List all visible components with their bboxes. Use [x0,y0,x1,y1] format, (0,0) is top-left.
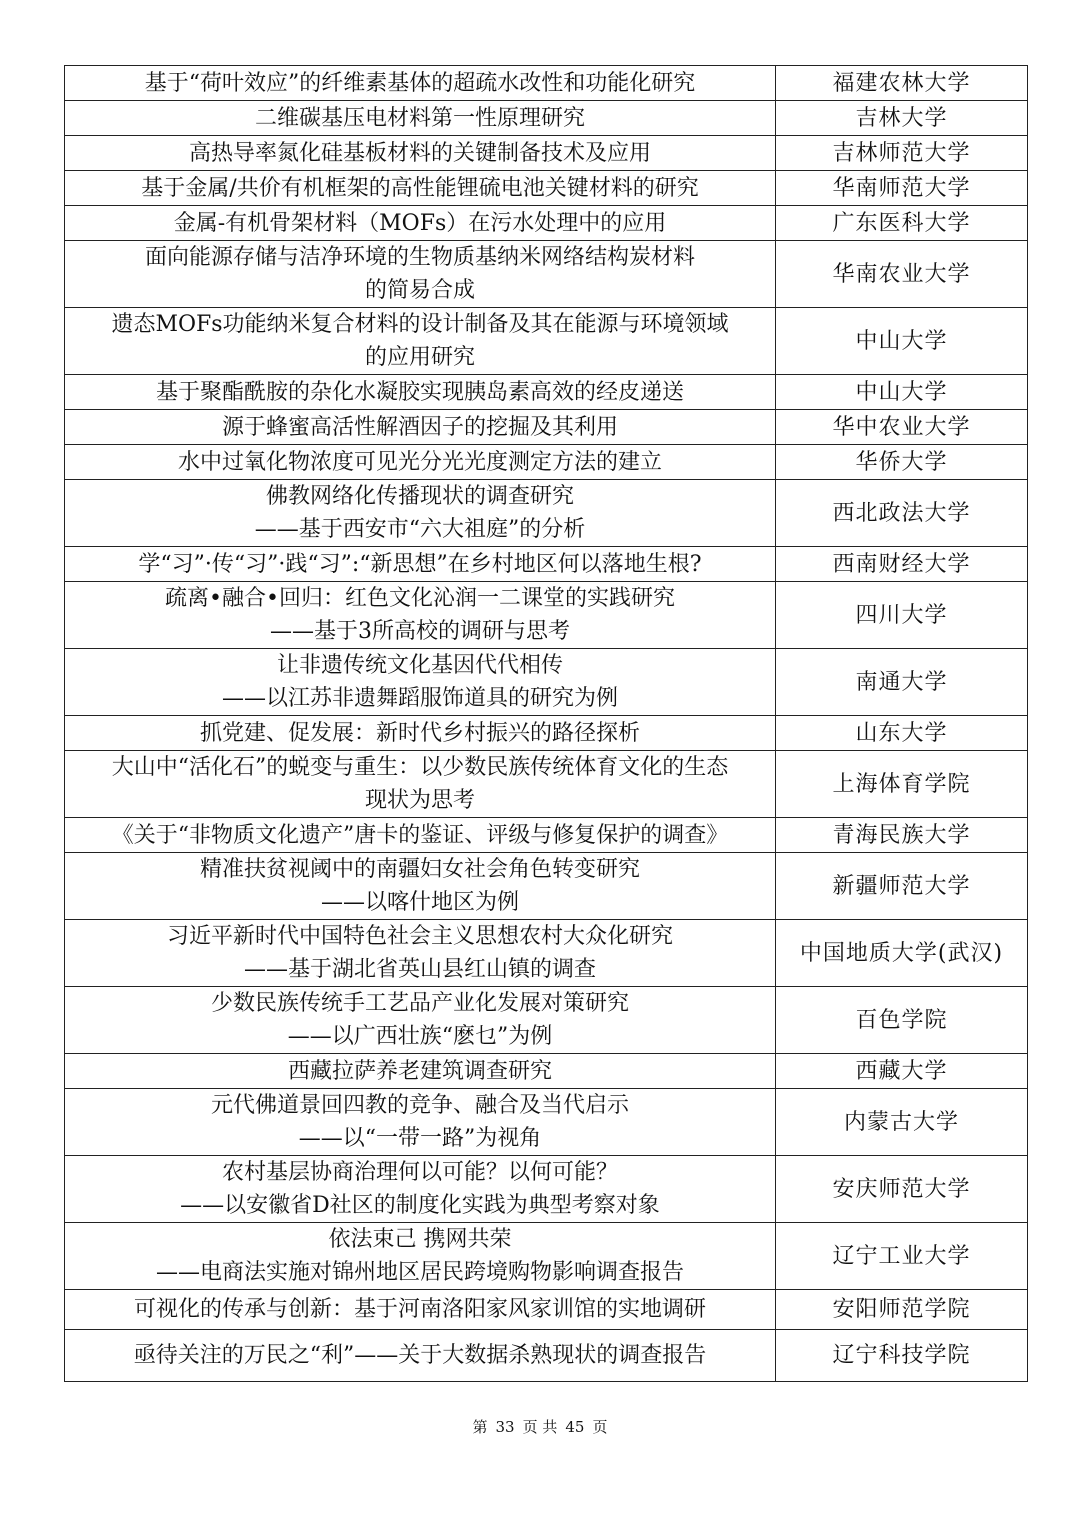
project-title-cell [65,375,776,410]
project-title-line: 二维碳基压电材料第一性原理研究 [254,105,585,131]
project-title-line: 水中过氧化物浓度可见光分光光度测定方法的建立 [177,449,662,475]
university-cell: 西北政法大学 [776,480,1028,547]
project-title-cell [65,66,776,101]
project-title-line: 大山中“活化石”的蜕变与重生：以少数民族传统体育文化的生态 [111,755,729,780]
project-title-cell [65,920,776,987]
table-row [65,171,1028,206]
project-title-cell [65,308,776,375]
footer-suffix: 页 [592,1418,608,1436]
project-title-line: 让非遗传统文化基因代代相传 [276,653,563,678]
project-title-cell [65,582,776,649]
table-row [65,445,1028,480]
table-row [65,410,1028,445]
project-title-cell [65,1089,776,1156]
university-cell: 南通大学 [776,649,1028,716]
project-title-line: 《关于“非物质文化遗产”唐卡的鉴证、评级与修复保护的调查》 [111,822,729,848]
project-title-line: 疏离•融合•回归：红色文化沁润一二课堂的实践研究 [165,586,675,611]
university-cell: 华侨大学 [776,445,1028,480]
project-title-line: 高热导率氮化硅基板材料的关键制备技术及应用 [188,140,651,166]
project-title-line: 可视化的传承与创新：基于河南洛阳家风家训馆的实地调研 [133,1297,706,1322]
project-title-line: ——以安徽省D社区的制度化实践为典型考察对象 [180,1193,660,1218]
table-row [65,1290,1028,1330]
table-row [65,308,1028,375]
project-title-cell [65,853,776,920]
project-title-cell [65,547,776,582]
table-row [65,136,1028,171]
project-title-line: 学“习”·传“习”·践“习”:“新思想”在乡村地区何以落地生根? [138,551,702,577]
university-cell: 华南师范大学 [776,171,1028,206]
project-title-cell [65,480,776,547]
table-row [65,716,1028,751]
page-footer [0,1416,1080,1437]
university-cell: 辽宁工业大学 [776,1223,1028,1290]
table-row [65,751,1028,818]
table-row [65,375,1028,410]
university-cell: 广东医科大学 [776,206,1028,241]
table-row [65,1330,1028,1382]
project-title-cell [65,649,776,716]
university-cell: 安阳师范学院 [776,1290,1028,1330]
project-title-cell [65,716,776,751]
university-cell: 吉林大学 [776,101,1028,136]
project-title-line: ——基于湖北省英山县红山镇的调查 [243,957,596,982]
project-title-line: 精准扶贫视阈中的南疆妇女社会角色转变研究 [199,857,640,882]
table-row [65,987,1028,1054]
project-title-cell [65,241,776,308]
university-cell: 华南农业大学 [776,241,1028,308]
project-title-line: ——以“一带一路”为视角 [298,1126,542,1151]
table-row [65,920,1028,987]
table-row [65,1223,1028,1290]
table-row [65,480,1028,547]
project-table [64,65,1028,1382]
project-title-cell [65,1054,776,1089]
university-cell: 中国地质大学(武汉) [776,920,1028,987]
project-title-line: 源于蜂蜜高活性解酒因子的挖掘及其利用 [221,414,618,440]
project-title-line: ——以江苏非遗舞蹈服饰道具的研究为例 [221,686,618,711]
table-row [65,547,1028,582]
university-cell: 安庆师范大学 [776,1156,1028,1223]
project-title-cell [65,136,776,171]
project-title-cell [65,1330,776,1382]
project-title-line: 元代佛道景回四教的竞争、融合及当代启示 [210,1093,629,1118]
table-row [65,101,1028,136]
footer-middle: 页 共 [522,1418,558,1436]
table-row [65,582,1028,649]
university-cell: 西南财经大学 [776,547,1028,582]
table-row [65,66,1028,101]
university-cell: 青海民族大学 [776,818,1028,853]
university-cell: 百色学院 [776,987,1028,1054]
project-title-cell [65,410,776,445]
project-title-line: ——以广西壮族“麽乜”为例 [287,1024,553,1049]
university-cell: 西藏大学 [776,1054,1028,1089]
project-title-cell [65,987,776,1054]
project-title-line: 依法束己 携网共荣 [328,1227,512,1252]
university-cell: 福建农林大学 [776,66,1028,101]
project-title-line: 遗态MOFs功能纳米复合材料的设计制备及其在能源与环境领域 [111,312,729,337]
footer-prefix: 第 [472,1418,488,1436]
project-title-line: 的应用研究 [364,345,475,370]
project-title-line: 抓党建、促发展：新时代乡村振兴的路径探析 [199,720,640,746]
project-title-cell [65,445,776,480]
table-row [65,241,1028,308]
project-title-cell [65,818,776,853]
project-title-cell [65,101,776,136]
table-row [65,206,1028,241]
university-cell: 上海体育学院 [776,751,1028,818]
university-cell: 新疆师范大学 [776,853,1028,920]
footer-total-pages: 45 [565,1418,585,1436]
project-title-cell [65,171,776,206]
project-title-line: 现状为思考 [364,788,475,813]
university-cell: 四川大学 [776,582,1028,649]
project-title-cell [65,1290,776,1330]
university-cell: 中山大学 [776,375,1028,410]
project-title-line: ——基于3所高校的调研与思考 [270,619,570,644]
table-body [65,66,1028,1382]
project-title-line: ——电商法实施对锦州地区居民跨境购物影响调查报告 [155,1260,684,1285]
project-title-cell [65,1223,776,1290]
table-row [65,818,1028,853]
footer-page-number: 33 [495,1418,515,1436]
project-title-line: 面向能源存储与洁净环境的生物质基纳米网络结构炭材料 [144,245,695,270]
table-row [65,1089,1028,1156]
project-title-cell [65,1156,776,1223]
university-cell: 山东大学 [776,716,1028,751]
university-cell: 辽宁科技学院 [776,1330,1028,1382]
project-title-line: 西藏拉萨养老建筑调查研究 [287,1058,552,1084]
university-cell: 吉林师范大学 [776,136,1028,171]
project-title-line: 金属-有机骨架材料（MOFs）在污水处理中的应用 [173,210,667,236]
project-title-line: ——以喀什地区为例 [320,890,519,915]
project-title-line: 习近平新时代中国特色社会主义思想农村大众化研究 [166,924,673,949]
project-title-line: 少数民族传统手工艺品产业化发展对策研究 [210,991,629,1016]
project-title-cell [65,206,776,241]
table-row [65,1156,1028,1223]
project-title-line: 亟待关注的万民之“利”——关于大数据杀熟现状的调查报告 [133,1343,707,1368]
university-cell: 内蒙古大学 [776,1089,1028,1156]
table-row [65,1054,1028,1089]
project-title-line: 基于聚酯酰胺的杂化水凝胶实现胰岛素高效的经皮递送 [155,379,684,405]
project-title-line: 农村基层协商治理何以可能？以何可能？ [221,1160,618,1185]
project-title-line: 佛教网络化传播现状的调查研究 [265,484,574,509]
table-row [65,853,1028,920]
project-title-line: ——基于西安市“六大祖庭”的分析 [254,517,586,542]
project-title-line: 基于金属/共价有机框架的高性能锂硫电池关键材料的研究 [141,175,699,201]
project-title-line: 基于“荷叶效应”的纤维素基体的超疏水改性和功能化研究 [144,70,696,96]
project-title-cell [65,751,776,818]
table-row [65,649,1028,716]
university-cell: 中山大学 [776,308,1028,375]
university-cell: 华中农业大学 [776,410,1028,445]
project-title-line: 的简易合成 [364,278,475,303]
